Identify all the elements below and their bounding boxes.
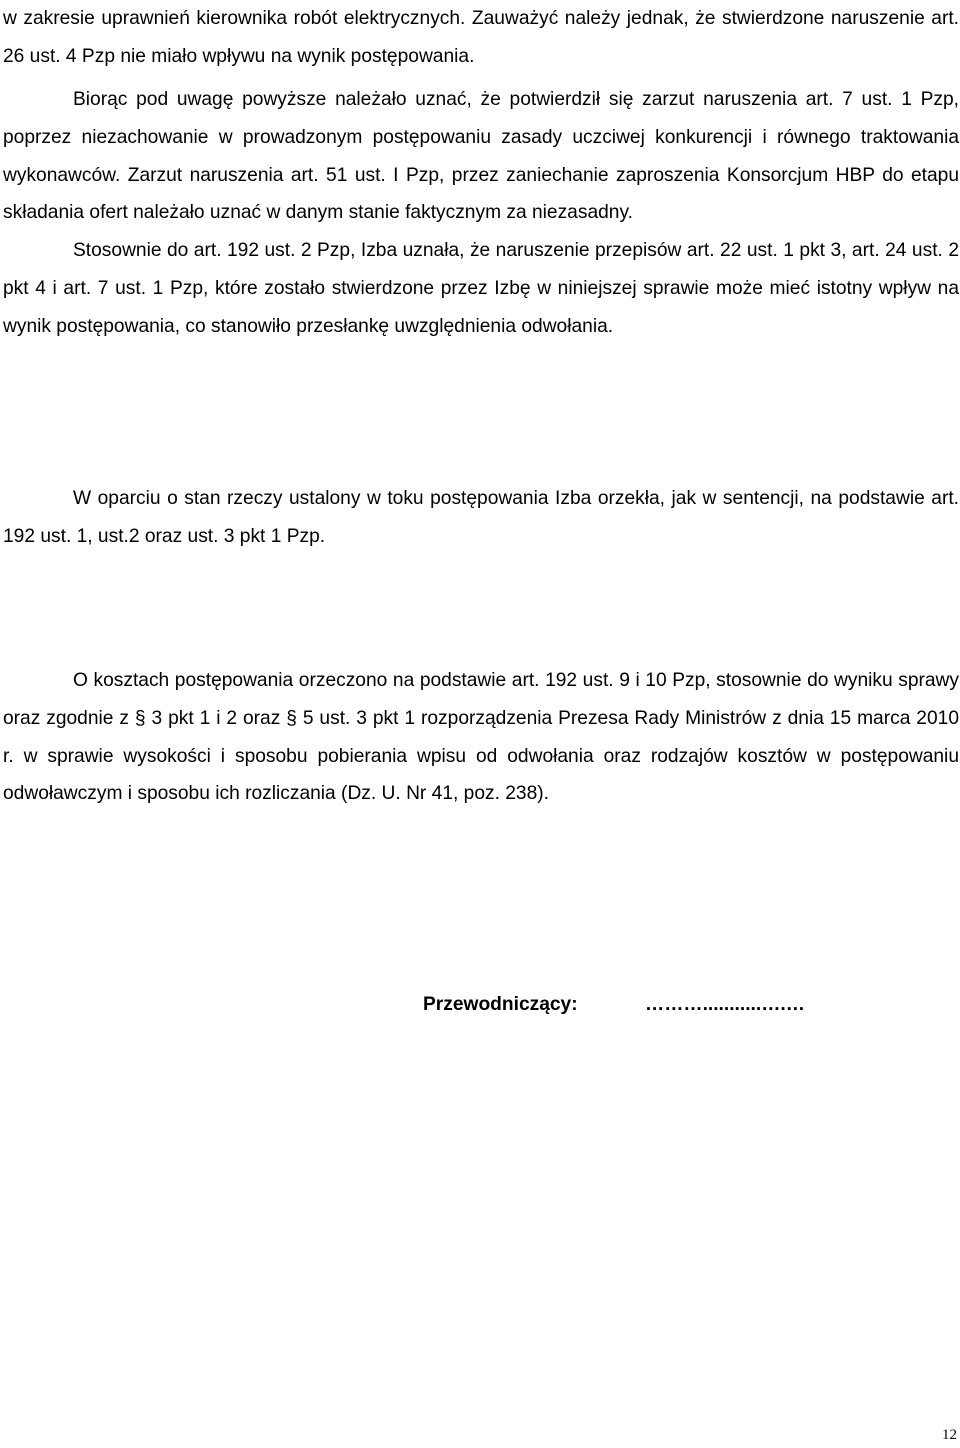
paragraph-5: O kosztach postępowania orzeczono na podstawie art. 192 ust. 9 i 10 Pzp, stosownie do wyniku sprawy oraz zgodnie z § 3 pkt 1 i 2 oraz § 5 ust. 3 pkt 1 rozporządzenia Prezesa Rady Ministrów z dnia 15 marca 2010 r. w sprawie wysokości i sposobu pobierania wpisu od odwołania oraz rodzajów kosztów w postępowaniu odwoławczym i sposobu ich rozliczania (Dz. U. Nr 41, poz. 238). — [3, 670, 959, 805]
page-number: 12 — [942, 1427, 957, 1443]
paragraph-3: Stosownie do art. 192 ust. 2 Pzp, Izba uznała, że naruszenie przepisów art. 22 ust. 1 pkt 3, art. 24 ust. 2 pkt 4 i art. 7 ust. 1 Pzp, które zostało stwierdzone przez Izbę w niniejszej sprawie może mieć istotny wpływ na wynik postępowania, co stanowiło przesłankę uwzględnienia odwołania. — [3, 240, 959, 337]
signature-line: ………...........….… — [645, 994, 805, 1015]
paragraph-4: W oparciu o stan rzeczy ustalony w toku postępowania Izba orzekła, jak w sentencji, na podstawie art. 192 ust. 1, ust.2 oraz ust. 3 pkt 1 Pzp. — [3, 488, 959, 547]
signature-label: Przewodniczący: — [423, 994, 578, 1015]
paragraph-block-ruling — [3, 480, 959, 556]
paragraph-block-findings — [3, 81, 959, 346]
paragraph-block-costs — [3, 662, 959, 813]
paragraph-1: w zakresie uprawnień kierownika robót elektrycznych. Zauważyć należy jednak, że stwierdzone naruszenie art. 26 ust. 4 Pzp nie miało wpływu na wynik postępowania. — [3, 8, 959, 67]
paragraph-continuation — [3, 0, 959, 76]
signature-block — [423, 986, 805, 1024]
paragraph-2: Biorąc pod uwagę powyższe należało uznać, że potwierdził się zarzut naruszenia art. 7 ust. 1 Pzp, poprzez niezachowanie w prowadzonym postępowaniu zasady uczciwej konkurencji i równego traktowania wykonawców. Zarzut naruszenia art. 51 ust. I Pzp, przez zaniechanie zaproszenia Konsorcjum HBP do etapu składania ofert należało uznać w danym stanie faktycznym za niezasadny. — [3, 89, 959, 224]
